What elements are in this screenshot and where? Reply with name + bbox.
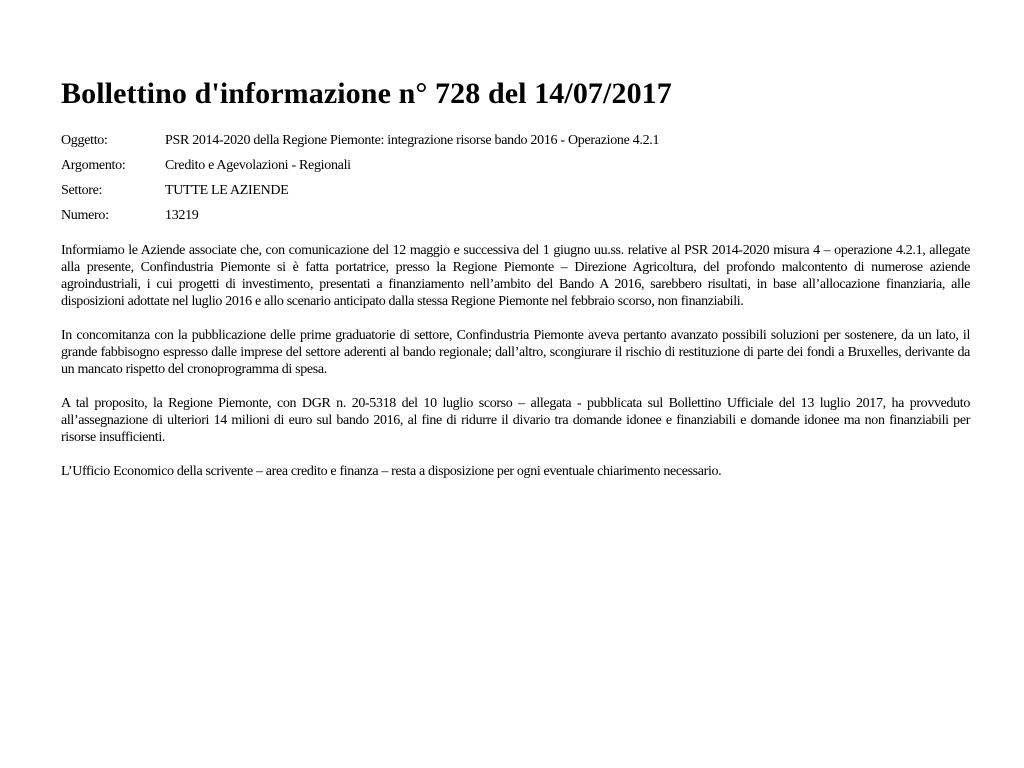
meta-row-settore <box>61 178 970 203</box>
bulletin-body <box>61 242 970 480</box>
bulletin-title: Bollettino d'informazione n° 728 del 14/07/2017 <box>61 77 672 110</box>
meta-label: Settore: <box>61 183 103 198</box>
meta-value: PSR 2014-2020 della Regione Piemonte: integrazione risorse bando 2016 - Operazione 4.2.1 <box>165 133 660 148</box>
meta-label: Numero: <box>61 208 109 223</box>
meta-label: Oggetto: <box>61 133 108 148</box>
meta-value: 13219 <box>165 208 199 223</box>
meta-label: Argomento: <box>61 158 126 173</box>
body-paragraph: L’Ufficio Economico della scrivente – area credito e finanza – resta a disposizione per ogni eventuale chiarimento necessario. <box>61 464 722 479</box>
meta-row-argomento <box>61 153 970 178</box>
meta-value: TUTTE LE AZIENDE <box>165 183 289 198</box>
meta-value: Credito e Agevolazioni - Regionali <box>165 158 351 173</box>
body-paragraph: Informiamo le Aziende associate che, con comunicazione del 12 maggio e successiva del 1 giugno uu.ss. relative al PSR 2014-2020 misura 4 – operazione 4.2.1, allegate alla presente, Confindustria Piemonte si è fatta portatrice, presso la Regione Piemonte – Direzione Agricoltura, del profondo malcontento di numerose aziende agroindustriali, i cui progetti di investimento, presentati a finanziamento nell’ambito del Bando A 2016, sarebbero risultati, in base all’allocazione finanziaria, alle disposizioni adottate nel luglio 2016 e allo scenario anticipato dalla stessa Regione Piemonte nel febbraio scorso, non finanziabili. <box>61 243 970 309</box>
bulletin-metadata <box>61 128 970 228</box>
meta-row-numero <box>61 203 970 228</box>
body-paragraph: In concomitanza con la pubblicazione delle prime graduatorie di settore, Confindustria Piemonte aveva pertanto avanzato possibili soluzioni per sostenere, da un lato, il grande fabbisogno espresso dalle imprese del settore aderenti al bando regionale; dall’altro, scongiurare il rischio di restituzione di parte dei fondi a Bruxelles, derivante da un mancato rispetto del cronoprogramma di spesa. <box>61 328 970 377</box>
body-paragraph: A tal proposito, la Regione Piemonte, con DGR n. 20-5318 del 10 luglio scorso – allegata - pubblicata sul Bollettino Ufficiale del 13 luglio 2017, ha provveduto all’assegnazione di ulteriori 14 milioni di euro sul bando 2016, al fine di ridurre il divario tra domande idonee e finanziabili e domande idonee ma non finanziabili per risorse insufficienti. <box>61 396 970 445</box>
meta-row-oggetto <box>61 128 970 153</box>
